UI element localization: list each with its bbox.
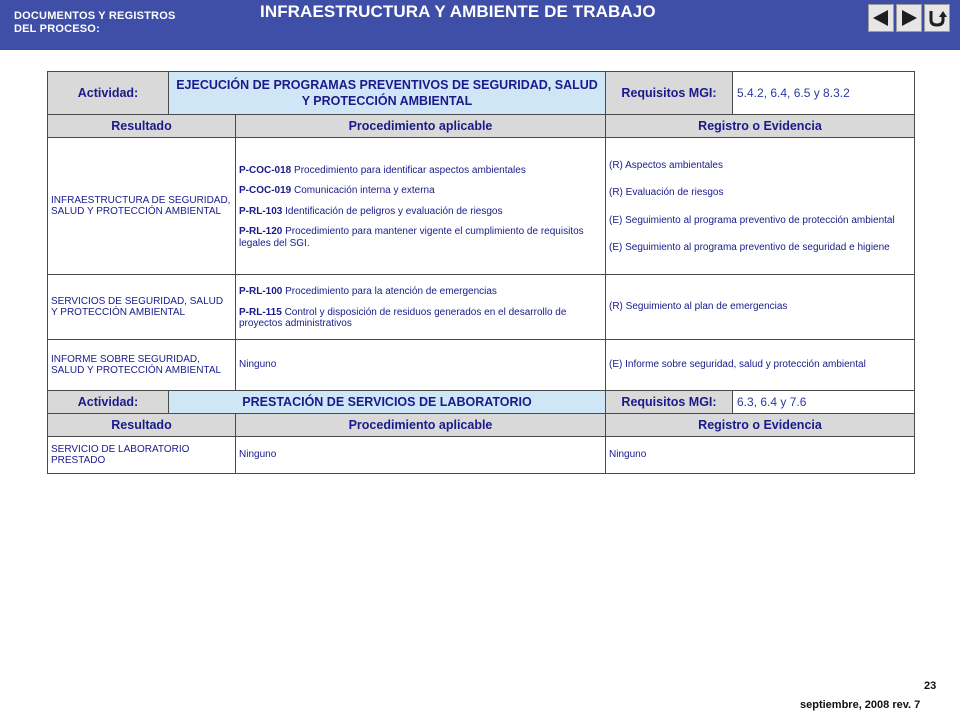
resultado-header: Resultado [48,414,236,437]
header-bar [0,0,960,50]
procedure-item [239,286,602,298]
procedure-desc: Procedimiento para la atención de emergencias [282,286,497,298]
registro-cell: Ninguno [606,437,915,474]
left-arrow-icon [871,8,891,28]
nav-buttons [868,4,950,34]
activity-row [48,72,915,115]
section-label-line2: DEL PROCESO: [14,23,100,35]
requisitos-label: Requisitos MGI: [606,391,733,414]
procedure-item [239,165,602,177]
record-item: (R) Evaluación de riesgos [609,187,724,198]
column-header-row [48,115,915,138]
table-row [48,340,915,391]
resultado-cell: INFORME SOBRE SEGURIDAD, SALUD Y PROTECCIÓN AMBIENTAL [48,340,236,391]
activity-label: Actividad: [48,72,169,115]
procedimiento-cell [236,138,606,275]
procedure-desc: Procedimiento para mantener vigente el cumplimiento de requisitos legales del SGI. [239,226,584,249]
procedimiento-cell: Ninguno [236,437,606,474]
procedure-code: P-RL-103 [239,205,283,217]
registro-cell: (R) Seguimiento al plan de emergencias [606,275,915,340]
procedure-code: P-RL-115 [239,306,282,318]
next-button[interactable] [896,4,922,32]
procedure-code: P-COC-019 [239,185,292,197]
process-table [47,71,915,474]
registro-cell: (E) Informe sobre seguridad, salud y protección ambiental [606,340,915,391]
requisitos-value: 6.3, 6.4 y 7.6 [733,391,915,414]
table-row [48,138,915,275]
resultado-cell: SERVICIO DE LABORATORIO PRESTADO [48,437,236,474]
activity-label: Actividad: [48,391,169,414]
previous-button[interactable] [868,4,894,32]
registro-header: Registro o Evidencia [606,414,915,437]
activity-row [48,391,915,414]
procedure-code: P-RL-120 [239,226,283,238]
record-item: (R) Aspectos ambientales [609,159,723,171]
right-arrow-icon [899,8,919,28]
procedure-item [239,307,602,330]
record-item: (E) Seguimiento al programa preventivo de seguridad e higiene [609,242,890,253]
procedure-code: P-RL-100 [239,286,283,298]
page-number: 23 [924,680,937,692]
requisitos-label: Requisitos MGI: [606,72,733,115]
procedimiento-cell [236,275,606,340]
resultado-cell: SERVICIOS DE SEGURIDAD, SALUD Y PROTECCIÓN AMBIENTAL [48,275,236,340]
registro-cell [606,138,915,275]
resultado-header: Resultado [48,115,236,138]
procedure-desc: Control y disposición de residuos generados en el desarrollo de proyectos administrativos [239,306,567,330]
footer-date-revision: septiembre, 2008 rev. 7 [800,699,921,711]
procedure-desc: Procedimiento para identificar aspectos ambientales [291,164,526,176]
return-icon [927,8,947,28]
procedure-desc: Comunicación interna y externa [291,185,435,197]
procedure-code: P-COC-018 [239,164,292,176]
section-label-line1: DOCUMENTOS Y REGISTROS [14,10,176,22]
table-row [48,437,915,474]
requisitos-value: 5.4.2, 6.4, 6.5 y 8.3.2 [733,72,915,115]
activity-name: EJECUCIÓN DE PROGRAMAS PREVENTIVOS DE SEGURIDAD, SALUD Y PROTECCIÓN AMBIENTAL [169,72,606,115]
activity-name: PRESTACIÓN DE SERVICIOS DE LABORATORIO [169,391,606,414]
section-label [14,10,175,36]
procedure-desc: Identificación de peligros y evaluación de riesgos [282,205,503,217]
table-row [48,275,915,340]
page-title: INFRAESTRUCTURA Y AMBIENTE DE TRABAJO [260,2,656,21]
return-button[interactable] [924,4,950,32]
procedure-item [239,226,602,249]
record-item: (E) Seguimiento al programa preventivo de protección ambiental [609,214,895,226]
registro-header: Registro o Evidencia [606,115,915,138]
column-header-row [48,414,915,437]
procedimiento-header: Procedimiento aplicable [236,414,606,437]
procedimiento-header: Procedimiento aplicable [236,115,606,138]
procedimiento-cell: Ninguno [236,340,606,391]
procedure-item [239,206,602,218]
resultado-cell: INFRAESTRUCTURA DE SEGURIDAD, SALUD Y PROTECCIÓN AMBIENTAL [48,138,236,275]
procedure-item [239,185,602,197]
